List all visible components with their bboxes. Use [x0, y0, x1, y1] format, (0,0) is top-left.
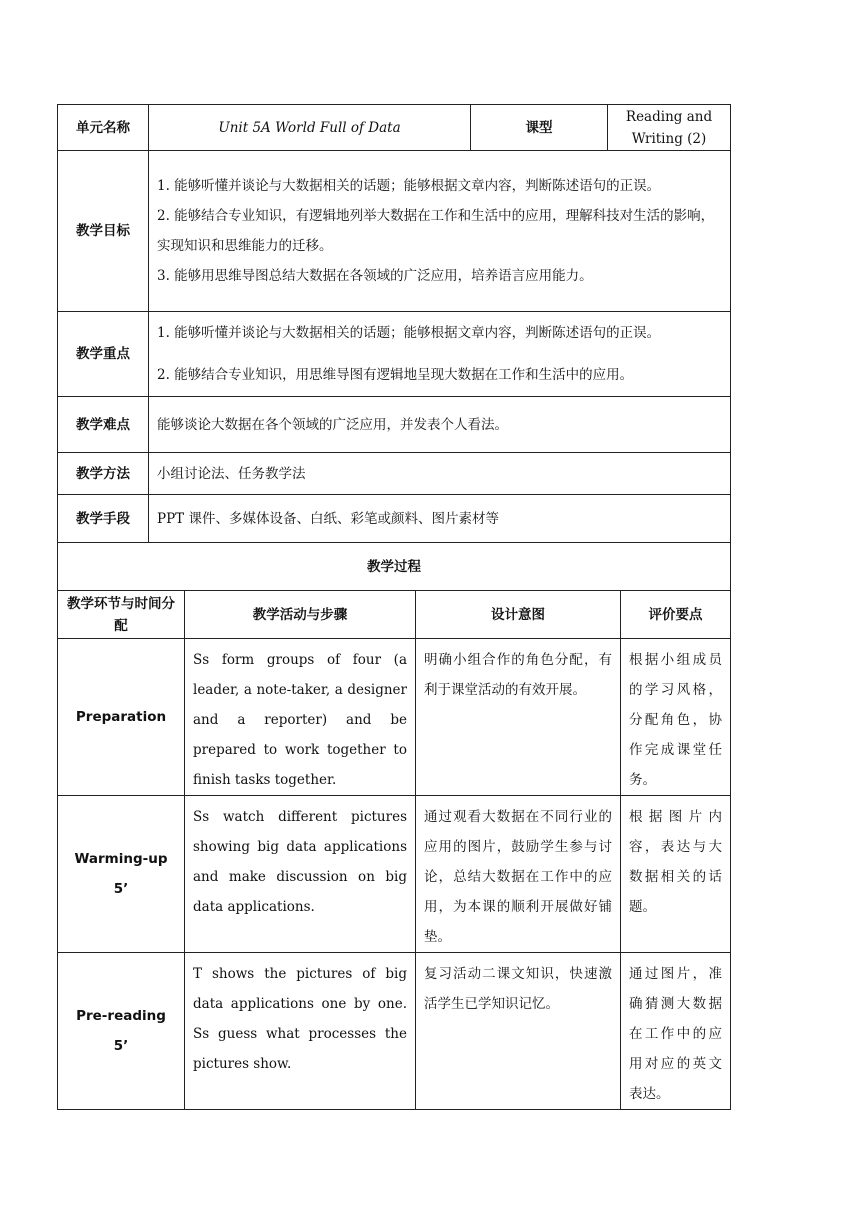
stage-time: 5’	[113, 1038, 129, 1054]
key-point-item: 2. 能够结合专业知识，用思维导图有逻辑地呈现大数据在工作和生活中的应用。	[157, 367, 634, 383]
process-title: 教学过程	[58, 543, 731, 591]
process-header-row	[58, 591, 731, 639]
key-point-item: 1. 能够听懂并谈论与大数据相关的话题；能够根据文章内容，判断陈述语句的正误。	[157, 325, 661, 341]
stage-name: Preparation	[75, 709, 167, 725]
unit-row	[58, 105, 731, 151]
column-header: 教学活动与步骤	[185, 591, 416, 639]
table-row	[58, 953, 731, 1110]
means-row	[58, 495, 731, 543]
eval-cell: 通过图片，准确猜测大数据在工作中的应用对应的英文表达。	[621, 953, 731, 1110]
stage-cell	[58, 796, 185, 953]
methods-value: 小组讨论法、任务教学法	[149, 453, 731, 495]
column-header: 设计意图	[416, 591, 621, 639]
objectives-label: 教学目标	[58, 151, 149, 312]
objectives-row	[58, 151, 731, 312]
activity-cell: Ss watch different pictures showing big data applications and make discussion on big data applications.	[185, 796, 416, 953]
activity-cell: Ss form groups of four (a leader, a note-taker, a designer and a reporter) and be prepared to work together to finish tasks together.	[185, 639, 416, 796]
table-row	[58, 639, 731, 796]
difficulty-label: 教学难点	[58, 397, 149, 453]
table-row	[58, 796, 731, 953]
intent-cell: 明确小组合作的角色分配，有利于课堂活动的有效开展。	[416, 639, 621, 796]
type-label: 课型	[471, 105, 608, 151]
objective-item: 1. 能够听懂并谈论与大数据相关的话题；能够根据文章内容，判断陈述语句的正误。	[157, 178, 661, 194]
stage-name: Pre-reading	[76, 1008, 166, 1024]
objective-item: 2. 能够结合专业知识，有逻辑地列举大数据在工作和生活中的应用，理解科技对生活的影响，实现知识和思维能力的迁移。	[157, 208, 715, 254]
unit-value: Unit 5A World Full of Data	[149, 105, 471, 151]
stage-cell	[58, 639, 185, 796]
intent-cell: 复习活动二课文知识，快速激活学生已学知识记忆。	[416, 953, 621, 1110]
eval-cell: 根据图片内容，表达与大数据相关的话题。	[621, 796, 731, 953]
key-points-label: 教学重点	[58, 312, 149, 397]
activity-cell: T shows the pictures of big data applications one by one. Ss guess what processes the pictures show.	[185, 953, 416, 1110]
difficulty-row	[58, 397, 731, 453]
objective-item: 3. 能够用思维导图总结大数据在各领域的广泛应用，培养语言应用能力。	[157, 268, 593, 284]
eval-cell: 根据小组成员的学习风格，分配角色，协作完成课堂任务。	[621, 639, 731, 796]
stage-name: Warming-up	[74, 851, 168, 867]
difficulty-value: 能够谈论大数据在各个领域的广泛应用，并发表个人看法。	[149, 397, 731, 453]
column-header: 评价要点	[621, 591, 731, 639]
objectives-content	[149, 151, 731, 312]
means-value: PPT 课件、多媒体设备、白纸、彩笔或颜料、图片素材等	[149, 495, 731, 543]
key-points-content	[149, 312, 731, 397]
key-points-row	[58, 312, 731, 397]
column-header: 教学环节与时间分配	[58, 591, 185, 639]
means-label: 教学手段	[58, 495, 149, 543]
stage-cell	[58, 953, 185, 1110]
stage-time: 5’	[113, 881, 129, 897]
process-title-row	[58, 543, 731, 591]
lesson-plan-table	[57, 104, 730, 1110]
intent-cell: 通过观看大数据在不同行业的应用的图片，鼓励学生参与讨论，总结大数据在工作中的应用，为本课的顺利开展做好铺垫。	[416, 796, 621, 953]
methods-label: 教学方法	[58, 453, 149, 495]
unit-label: 单元名称	[58, 105, 149, 151]
type-value: Reading and Writing (2)	[608, 105, 731, 151]
info-table	[57, 104, 731, 543]
methods-row	[58, 453, 731, 495]
process-table	[57, 542, 731, 1110]
